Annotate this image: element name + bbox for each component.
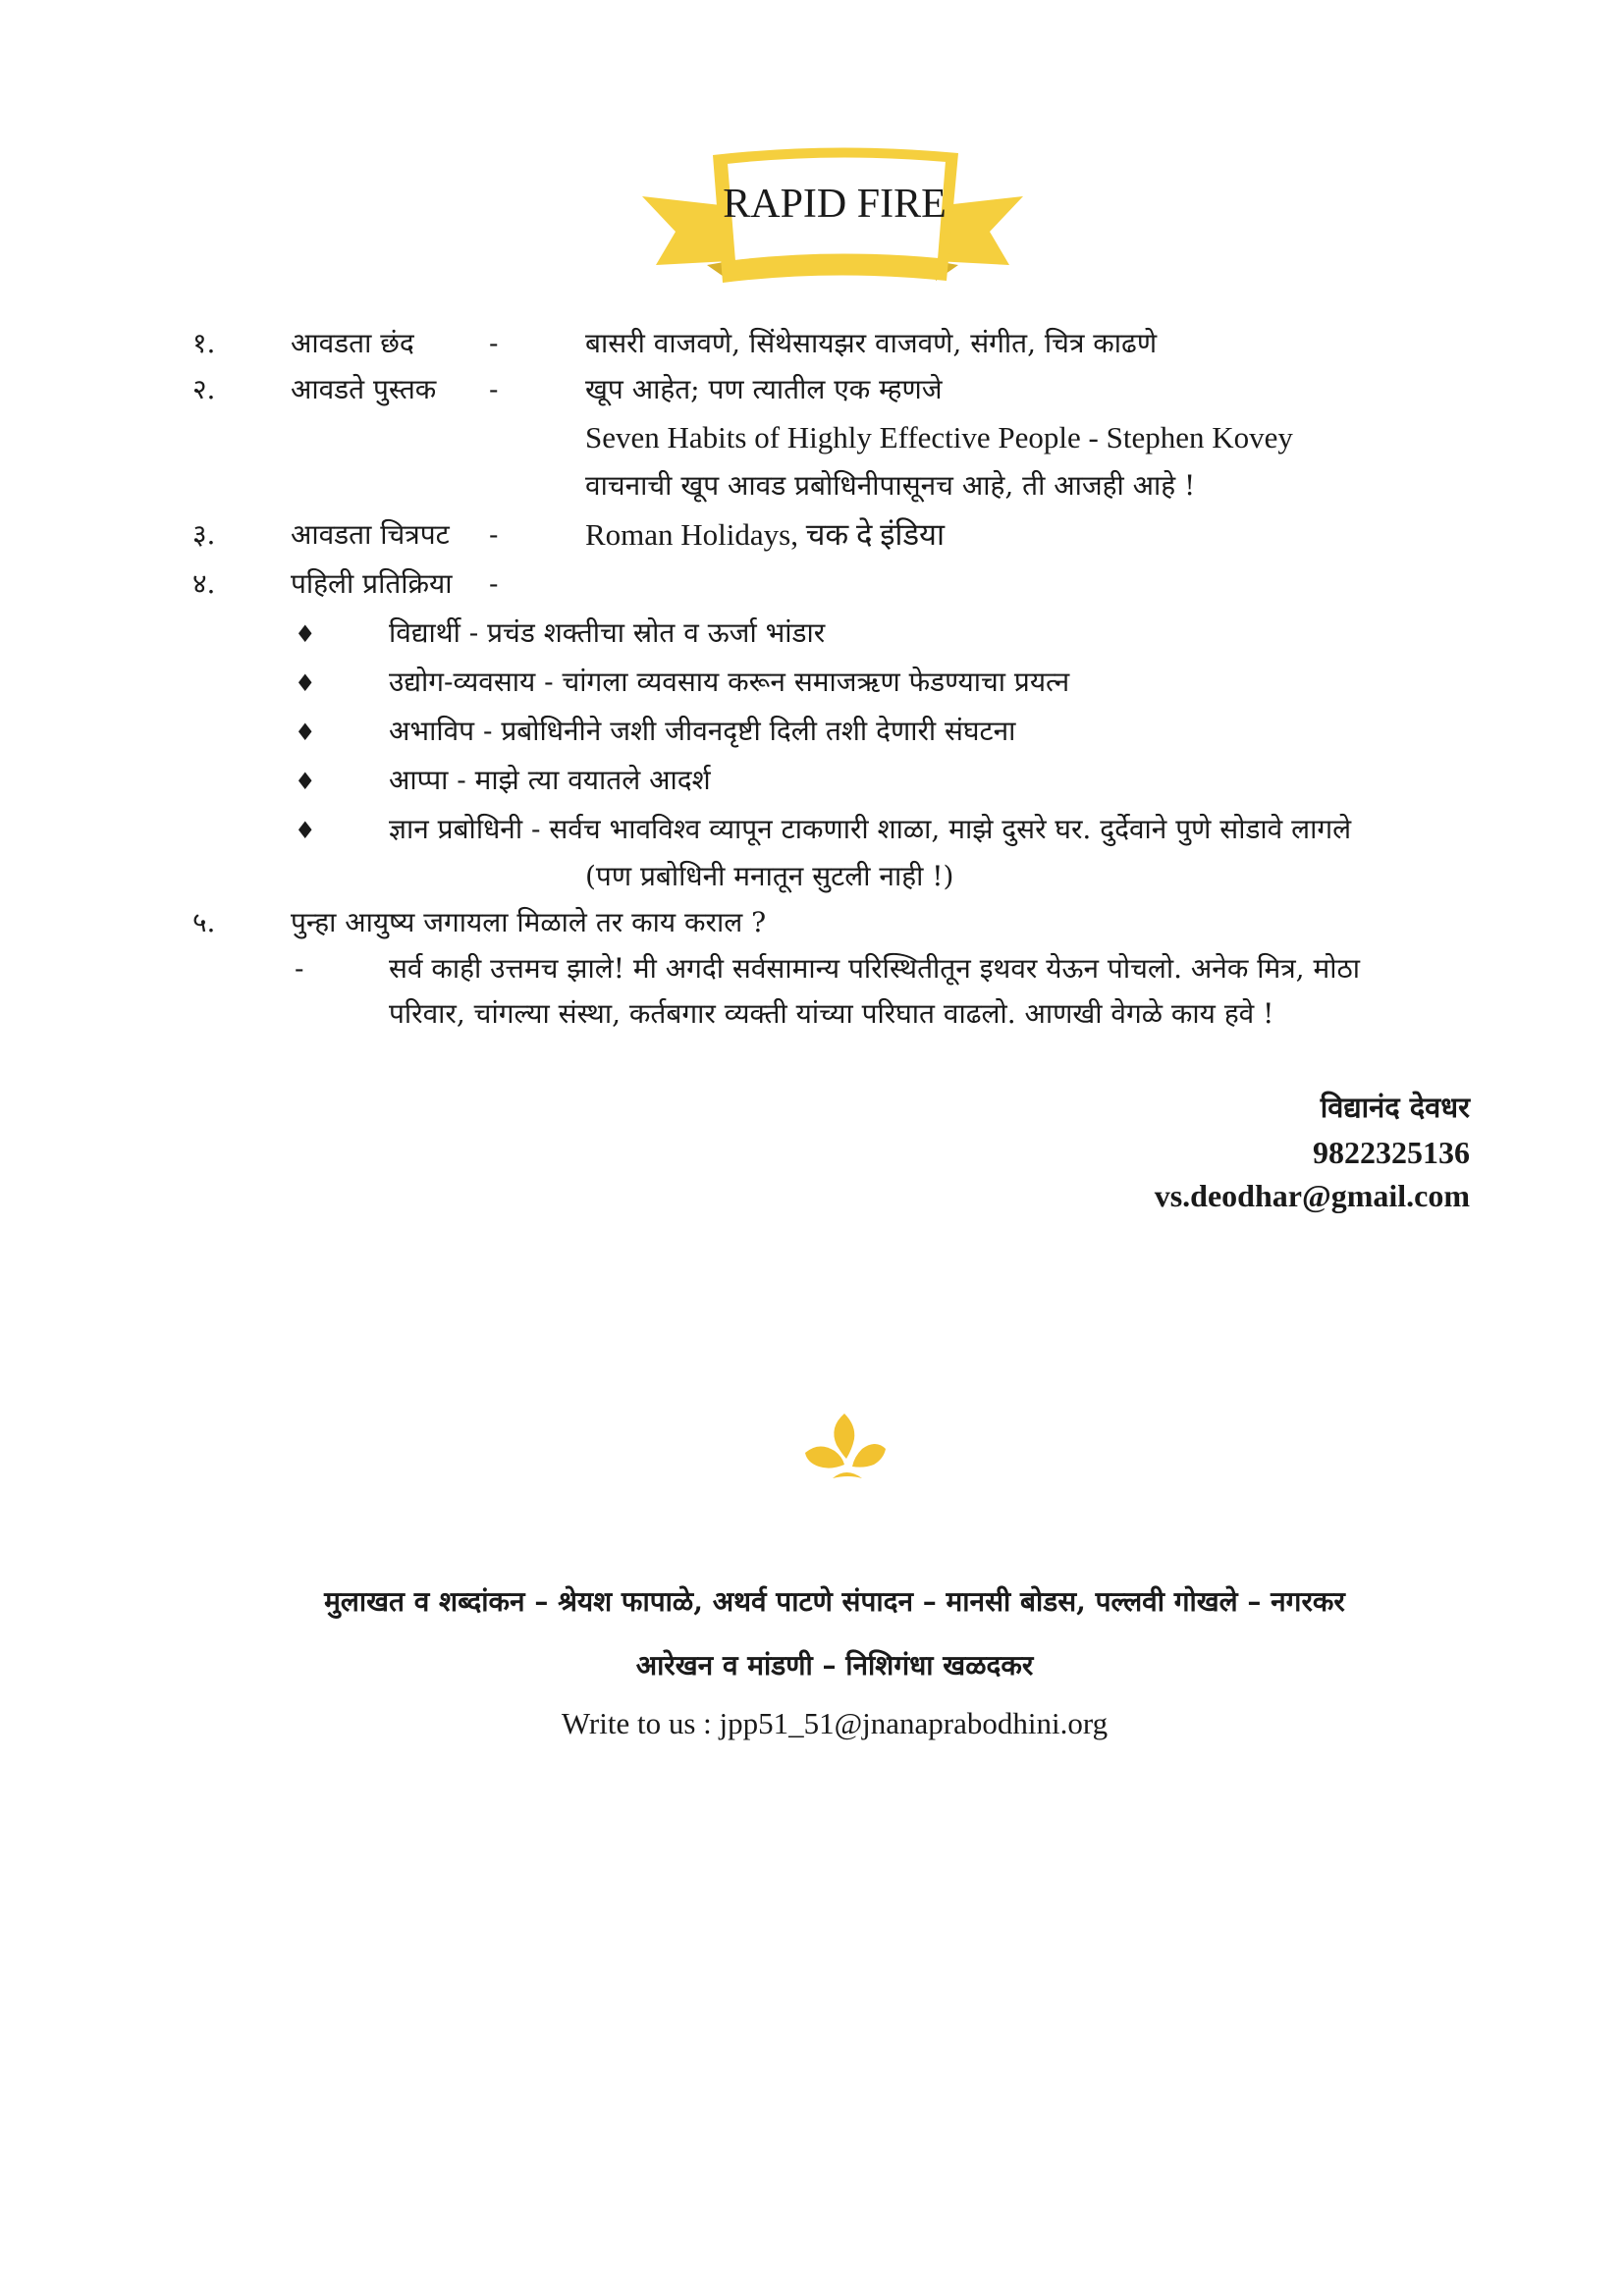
diamond-bullet-icon: ♦ <box>295 768 316 795</box>
item-1-label: आवडता छंद <box>291 327 414 359</box>
item-4-label: पहिली प्रतिक्रिया <box>291 567 453 600</box>
credits-line-2: आरेखन व मांडणी – निशिगंधा खळदकर <box>635 1649 1034 1682</box>
jnana-prabodhini-logo-icon <box>801 1410 890 1488</box>
credits-line-1: मुलाखत व शब्दांकन – श्रेयश फापाळे, अथर्व पाटणे संपादन – मानसी बोडस, पल्लवी गोखले – नगरकर <box>324 1585 1345 1618</box>
item-4-dash: - <box>489 567 499 600</box>
item-1-value: बासरी वाजवणे, सिंथेसायझर वाजवणे, संगीत, चित्र काढणे <box>585 327 1158 359</box>
diamond-bullet-icon: ♦ <box>295 719 316 746</box>
item-5-answer-line-1: सर्व काही उत्तमच झाले! मी अगदी सर्वसामान्य परिस्थितीतून इथवर येऊन पोचलो. अनेक मित्र, मोठा <box>389 952 1360 985</box>
item-2-label: आवडते पुस्तक <box>291 373 437 405</box>
item-5-dash: - <box>295 952 304 985</box>
banner-title: RAPID FIRE <box>723 182 947 227</box>
item-2-value: खूप आहेत; पण त्यातील एक म्हणजे <box>585 373 943 405</box>
diamond-bullet-icon: ♦ <box>295 620 316 648</box>
item-1-number: १. <box>192 327 216 359</box>
item-5-number: ५. <box>192 906 216 938</box>
item-3-number: ३. <box>192 518 216 551</box>
signature-phone: 9822325136 <box>1313 1135 1470 1170</box>
signature-email[interactable]: vs.deodhar@gmail.com <box>1154 1178 1470 1213</box>
reaction-5-text: ज्ञान प्रबोधिनी - सर्वच भावविश्व व्यापून टाकणारी शाळा, माझे दुसरे घर. दुर्देवाने पुणे सोडावे लागले <box>389 813 1352 845</box>
item-4-number: ४. <box>192 567 216 600</box>
item-2-note: वाचनाची खूप आवड प्रबोधिनीपासूनच आहे, ती आजही आहे ! <box>585 469 1196 502</box>
item-2-dash: - <box>489 373 499 405</box>
item-3-dash: - <box>489 518 499 551</box>
item-2-book-title: Seven Habits of Highly Effective People - Stephen Kovey <box>585 420 1293 454</box>
item-3-value: Roman Holidays, चक दे इंडिया <box>585 517 946 552</box>
diamond-bullet-icon: ♦ <box>295 817 316 844</box>
write-to-us-email[interactable]: Write to us : jpp51_51@jnanaprabodhini.org <box>561 1706 1109 1740</box>
reaction-2-text: उद्योग-व्यवसाय - चांगला व्यवसाय करून समाजऋण फेडण्याचा प्रयत्न <box>389 666 1070 698</box>
reaction-3-text: अभाविप - प्रबोधिनीने जशी जीवनदृष्टी दिली तशी देणारी संघटना <box>389 715 1016 747</box>
item-3-label: आवडता चित्रपट <box>291 518 450 551</box>
signature-name: विद्यानंद देवधर <box>1320 1091 1470 1124</box>
item-5-answer-line-2: परिवार, चांगल्या संस्था, कर्तबगार व्यक्ती यांच्या परिघात वाढलो. आणखी वेगळे काय हवे ! <box>389 997 1274 1030</box>
reaction-4-text: आप्पा - माझे त्या वयातले आदर्श <box>389 764 711 796</box>
reaction-1-text: विद्यार्थी - प्रचंड शक्तीचा स्रोत व ऊर्जा भांडार <box>389 616 826 649</box>
reaction-5-continuation: (पण प्रबोधिनी मनातून सुटली नाही !) <box>585 860 954 892</box>
item-1-dash: - <box>489 327 499 359</box>
item-5-question: पुन्हा आयुष्य जगायला मिळाले तर काय कराल ? <box>291 906 767 938</box>
item-2-number: २. <box>192 373 216 405</box>
diamond-bullet-icon: ♦ <box>295 669 316 697</box>
